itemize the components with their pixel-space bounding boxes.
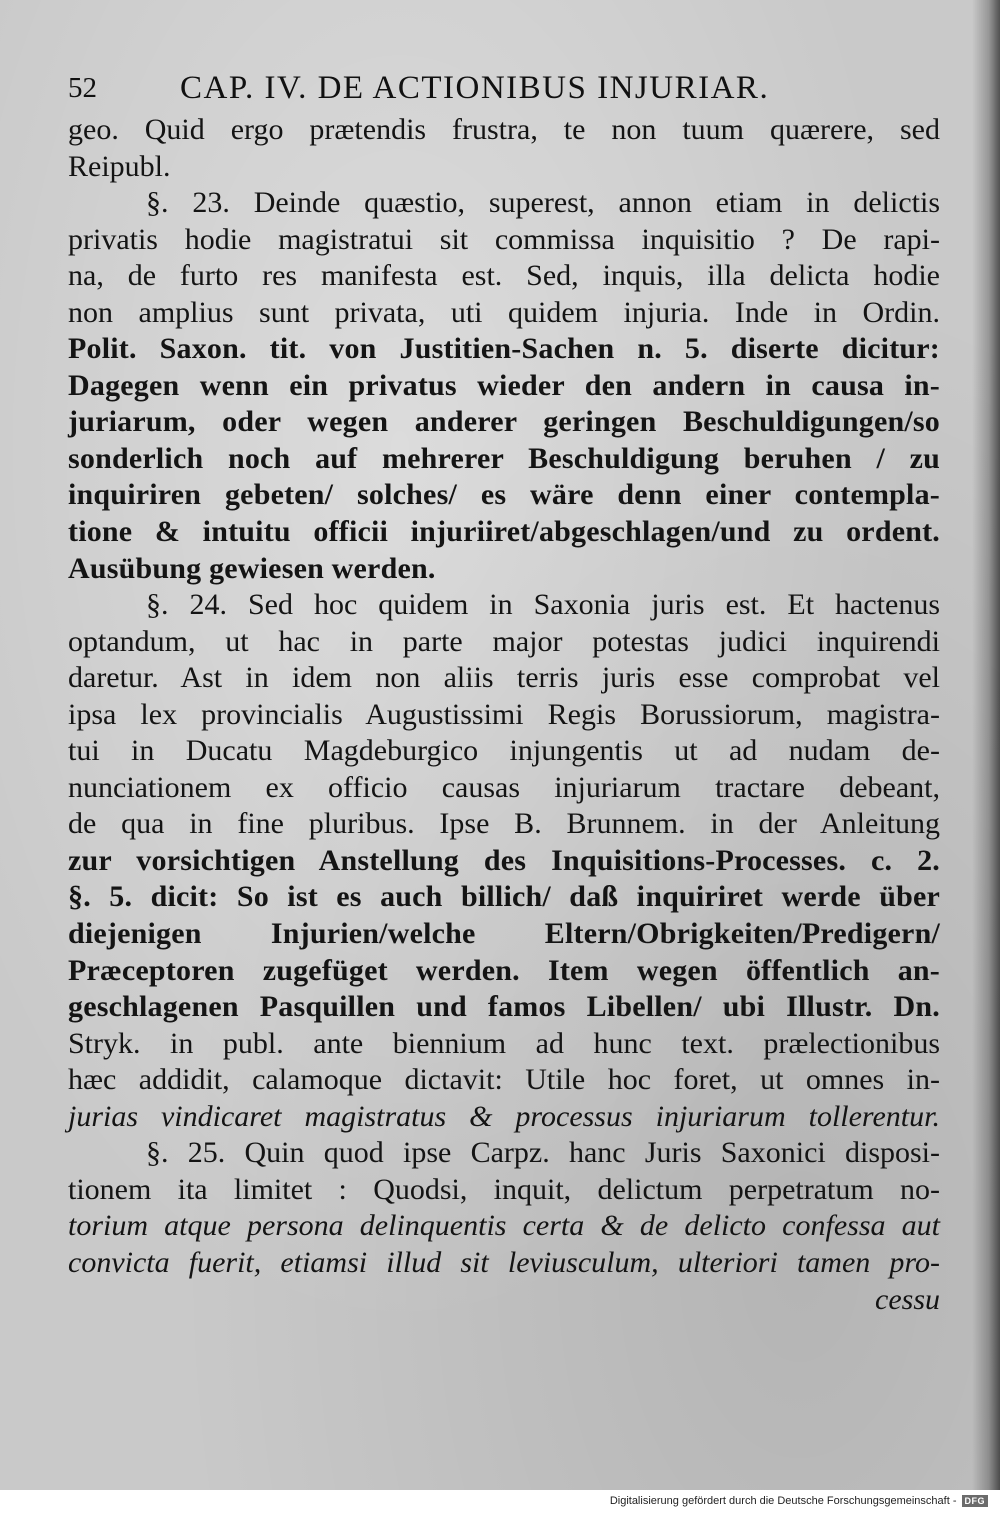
paragraph-23-start: §. 23. Deinde quæstio, superest, annon etiam in delictis: [146, 186, 940, 220]
text-line: tionem ita limitet : Quodsi, inquit, delictum perpetratum no-: [68, 1172, 940, 1206]
text-line: na, de furto res manifesta est. Sed, inquis, illa delicta hodie: [68, 259, 940, 293]
page-binding-shadow: [972, 0, 1000, 1490]
paragraph-25-start: §. 25. Quin quod ipse Carpz. hanc Juris Saxonici disposi-: [146, 1136, 940, 1170]
text-line: §. 5. dicit: So ist es auch billich/ daß inquiriret werde über: [68, 880, 940, 914]
text-line: jurias vindicaret magistratus & processus injuriarum tollerentur.: [68, 1099, 940, 1133]
running-head: CAP. IV. DE ACTIONIBUS INJURIAR.: [180, 70, 770, 106]
text-line: inquiriren gebeten/ solches/ es wäre denn einer contempla-: [68, 478, 940, 512]
text-line: non amplius sunt privata, uti quidem injuria. Inde in Ordin.: [68, 295, 940, 329]
text-line: diejenigen Injurien/welche Eltern/Obrigkeiten/Predigern/: [68, 917, 940, 951]
text-line: juriarum, oder wegen anderer geringen Beschuldigungen/so: [68, 405, 940, 439]
text-line: optandum, ut hac in parte major potestas judici inquirendi: [68, 624, 940, 658]
catchword: cessu: [875, 1282, 940, 1316]
text-line: tione & intuitu officii injuriiret/abgeschlagen/und zu ordent.: [68, 515, 940, 549]
paragraph-24-start: §. 24. Sed hoc quidem in Saxonia juris est. Et hactenus: [146, 588, 940, 622]
credit-text: Digitalisierung gefördert durch die Deutsche Forschungsgemeinschaft -: [609, 1495, 957, 1507]
text-line: de qua in fine pluribus. Ipse B. Brunnem. in der Anleitung: [68, 807, 940, 841]
page-number: 52: [68, 72, 97, 104]
text-line: Dagegen wenn ein privatus wieder den andern in causa in-: [68, 368, 940, 402]
dfg-logo: DFG: [962, 1495, 989, 1507]
text-line: zur vorsichtigen Anstellung des Inquisitions-Processes. c. 2.: [68, 843, 940, 877]
text-line: Præceptoren zugefüget werden. Item wegen öffentlich an-: [68, 953, 940, 987]
page-header: [68, 70, 938, 110]
text-line: convicta fuerit, etiamsi illud sit leviusculum, ulteriori tamen pro-: [68, 1245, 940, 1279]
text-line: hæc addidit, calamoque dictavit: Utile hoc foret, ut omnes in-: [68, 1063, 940, 1097]
text-line: privatis hodie magistratui sit commissa inquisitio ? De rapi-: [68, 222, 940, 256]
text-line: geo. Quid ergo prætendis frustra, te non tuum quærere, sed: [68, 113, 940, 146]
text-line: torium atque persona delinquentis certa & de delicto confessa aut: [68, 1209, 940, 1243]
text-line: Stryk. in publ. ante biennium ad hunc text. prælectionibus: [68, 1026, 940, 1060]
text-line: daretur. Ast in idem non aliis terris juris esse comprobat vel: [68, 661, 940, 695]
text-line: sonderlich noch auf mehrerer Beschuldigung beruhen / zu: [68, 441, 940, 475]
text-line: Polit. Saxon. tit. von Justitien-Sachen n. 5. diserte dicitur:: [68, 332, 940, 366]
text-line: geschlagenen Pasquillen und famos Libellen/ ubi Illustr. Dn.: [68, 990, 940, 1024]
text-line: nunciationem ex officio causas injuriarum tractare debeant,: [68, 770, 940, 804]
body-text: [68, 112, 940, 1318]
text-line: tui in Ducatu Magdeburgico injungentis ut ad nudam de-: [68, 734, 940, 768]
text-line: Ausübung gewiesen werden.: [68, 551, 436, 585]
text-line: ipsa lex provincialis Augustissimi Regis Borussiorum, magistra-: [68, 697, 940, 731]
text-line: Reipubl.: [68, 149, 171, 183]
digitization-credit: [610, 1495, 988, 1507]
